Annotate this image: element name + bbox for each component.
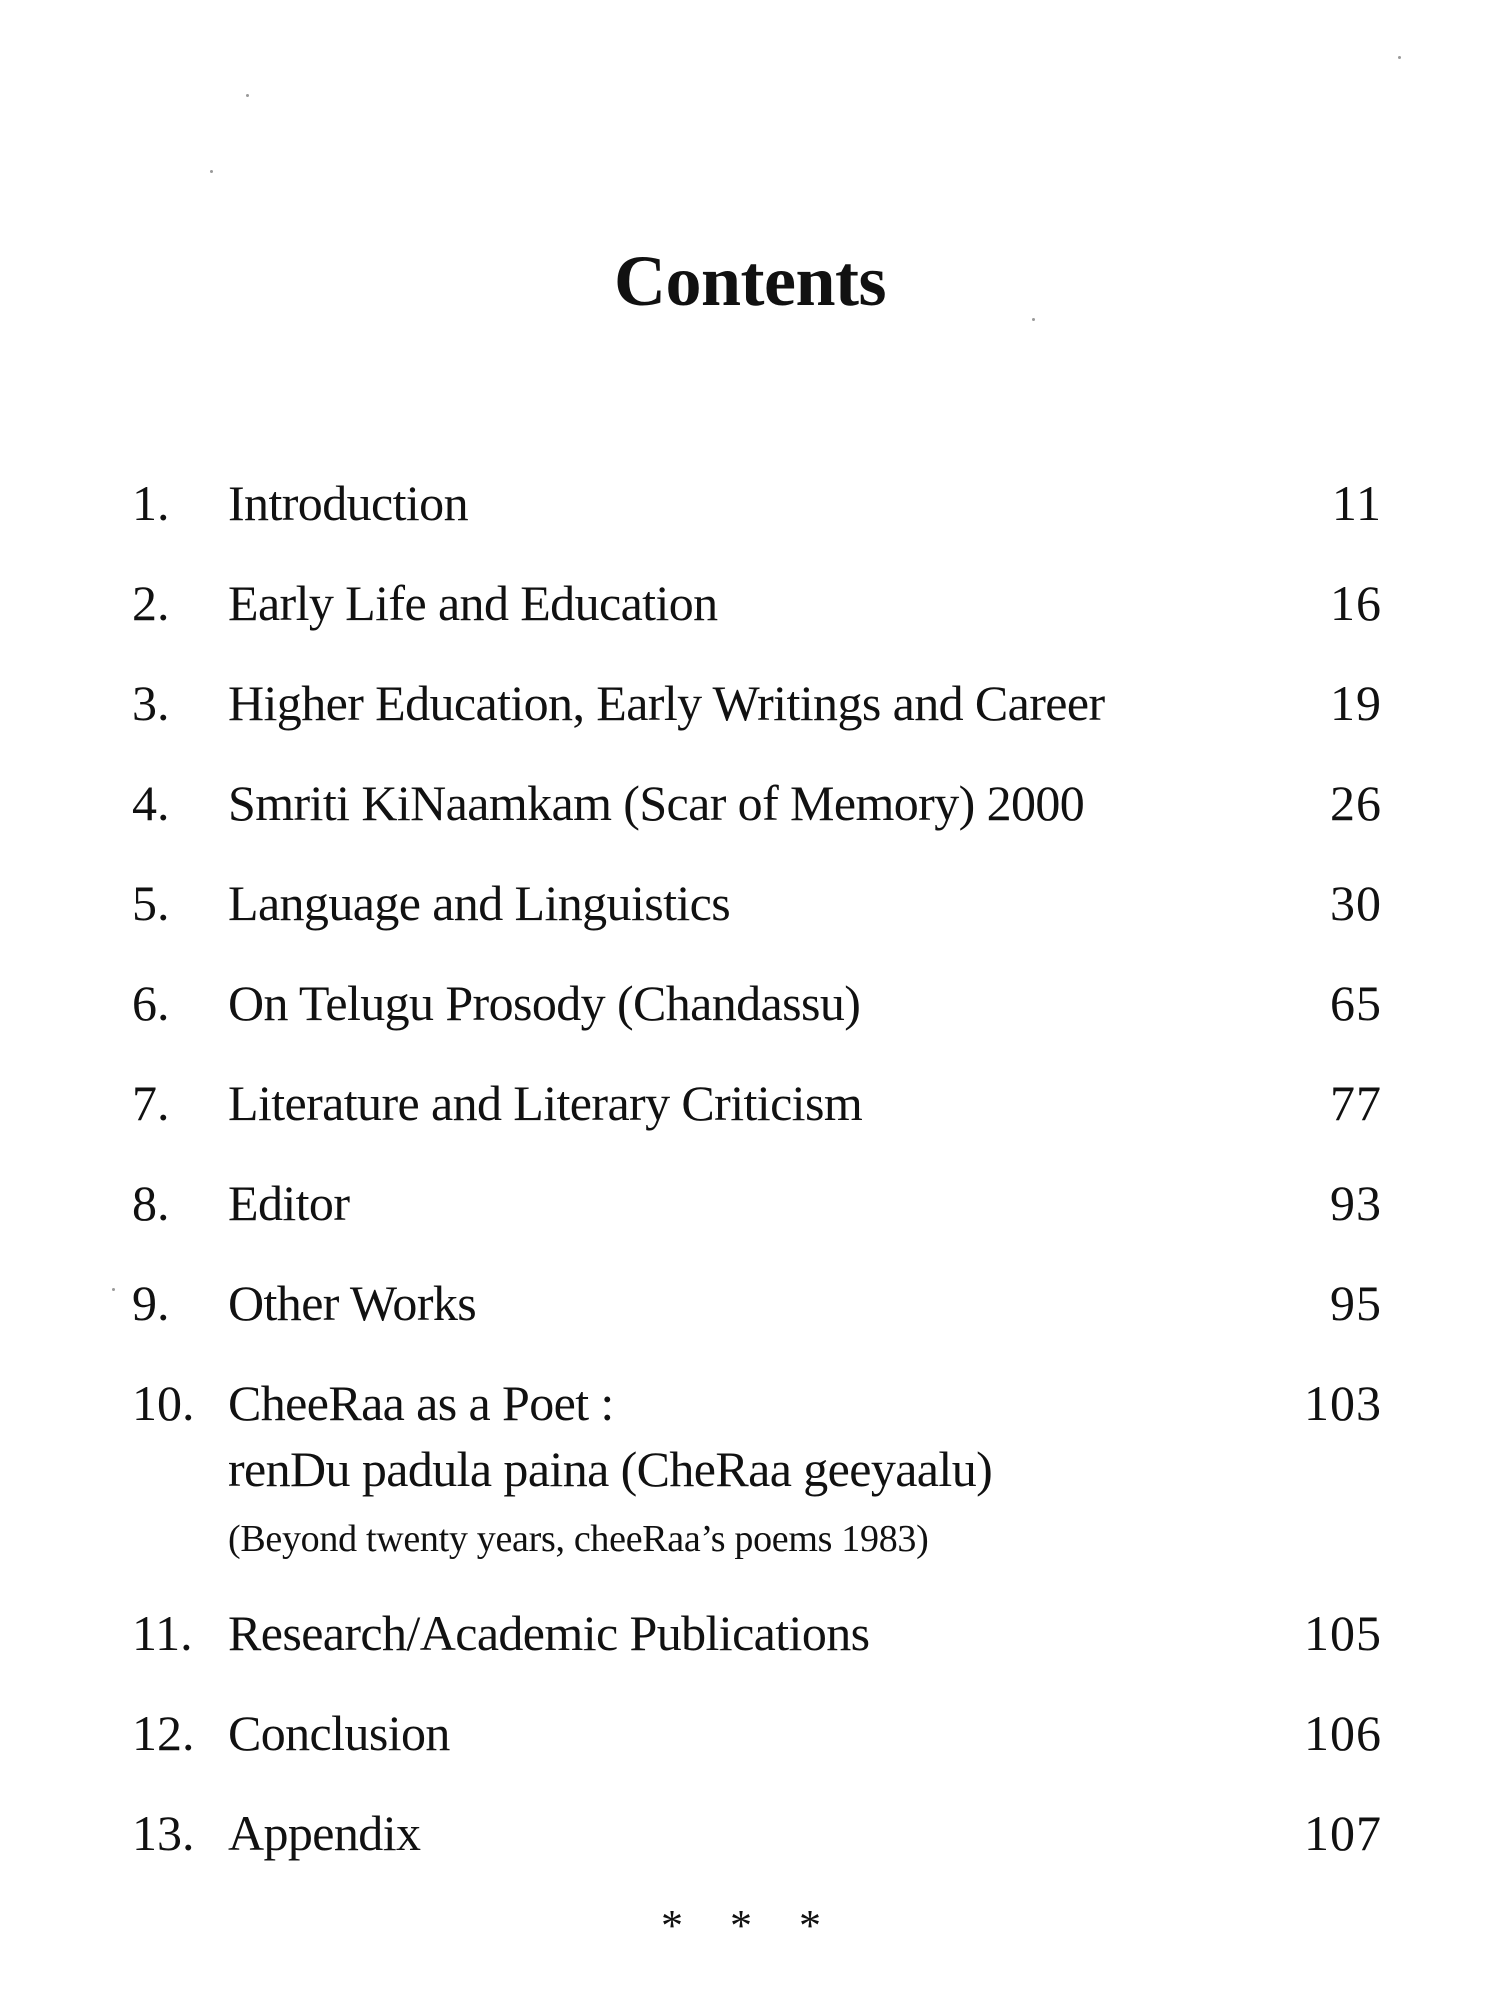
toc-entry	[0, 875, 1500, 958]
scan-speck	[246, 94, 249, 97]
toc-entry-number: 10.	[132, 1375, 195, 1431]
toc-entry-page: 19	[1330, 675, 1382, 731]
toc-entry-page: 16	[1330, 575, 1382, 631]
toc-entry-number: 9.	[132, 1275, 170, 1331]
toc-entry-page: 106	[1304, 1705, 1382, 1761]
toc-entry	[0, 1705, 1500, 1788]
toc-entry	[0, 1075, 1500, 1158]
toc-entry	[0, 1805, 1500, 1888]
toc-entry-page: 107	[1304, 1805, 1382, 1861]
scan-speck	[1032, 318, 1035, 321]
toc-entry-number: 13.	[132, 1805, 195, 1861]
toc-entry-page: 77	[1330, 1075, 1382, 1131]
toc-entry-title: CheeRaa as a Poet :	[228, 1375, 614, 1431]
toc-entry-number: 2.	[132, 575, 170, 631]
toc-entry-title: Higher Education, Early Writings and Career	[228, 675, 1105, 731]
scan-speck	[210, 170, 213, 173]
toc-entry-title: Research/Academic Publications	[228, 1605, 870, 1661]
toc-entry	[0, 1605, 1500, 1688]
toc-entry-title: Other Works	[228, 1275, 477, 1331]
toc-entry	[0, 1275, 1500, 1358]
toc-entry-title: Editor	[228, 1175, 350, 1231]
toc-entry-title: Literature and Literary Criticism	[228, 1075, 863, 1131]
toc-entry-number: 7.	[132, 1075, 170, 1131]
toc-entry-page: 95	[1330, 1275, 1382, 1331]
toc-entry-title: Appendix	[228, 1805, 421, 1861]
toc-entry-page: 30	[1330, 875, 1382, 931]
scan-speck	[112, 1288, 115, 1291]
toc-entry	[0, 675, 1500, 758]
toc-entry-title: On Telugu Prosody (Chandassu)	[228, 975, 861, 1031]
toc-entry-page: 103	[1304, 1375, 1382, 1431]
toc-entry-subtitle: renDu padula paina (CheRaa geeyaalu)	[228, 1441, 993, 1497]
toc-entry-title: Early Life and Education	[228, 575, 718, 631]
toc-entry-number: 11.	[132, 1605, 193, 1661]
toc-entry-number: 6.	[132, 975, 170, 1031]
toc-entry-note: (Beyond twenty years, cheeRaa’s poems 1983)	[228, 1518, 929, 1560]
toc-entry-number: 1.	[132, 475, 170, 531]
toc-entry-number: 12.	[132, 1705, 195, 1761]
toc-entry-title: Language and Linguistics	[228, 875, 731, 931]
scan-speck	[1398, 56, 1401, 59]
toc-entry-page: 11	[1331, 475, 1382, 531]
toc-entry-number: 8.	[132, 1175, 170, 1231]
toc-entry-page: 93	[1330, 1175, 1382, 1231]
toc-entry	[0, 1375, 1500, 1578]
toc-entry	[0, 575, 1500, 658]
page-title: Contents	[613, 241, 886, 321]
toc-entry	[0, 475, 1500, 558]
toc-entry-title: Smriti KiNaamkam (Scar of Memory) 2000	[228, 775, 1085, 831]
end-mark: * * *	[661, 1901, 839, 1950]
toc-entry	[0, 775, 1500, 858]
toc-entry-title: Conclusion	[228, 1705, 450, 1761]
toc-entry-page: 105	[1304, 1605, 1382, 1661]
toc-entry	[0, 1175, 1500, 1258]
toc-entry-page: 65	[1330, 975, 1382, 1031]
toc-entry-title: Introduction	[228, 475, 468, 531]
toc-entry	[0, 975, 1500, 1058]
toc-entry-page: 26	[1330, 775, 1382, 831]
toc-entry-number: 3.	[132, 675, 170, 731]
toc-entry-number: 5.	[132, 875, 170, 931]
toc-entry-number: 4.	[132, 775, 170, 831]
